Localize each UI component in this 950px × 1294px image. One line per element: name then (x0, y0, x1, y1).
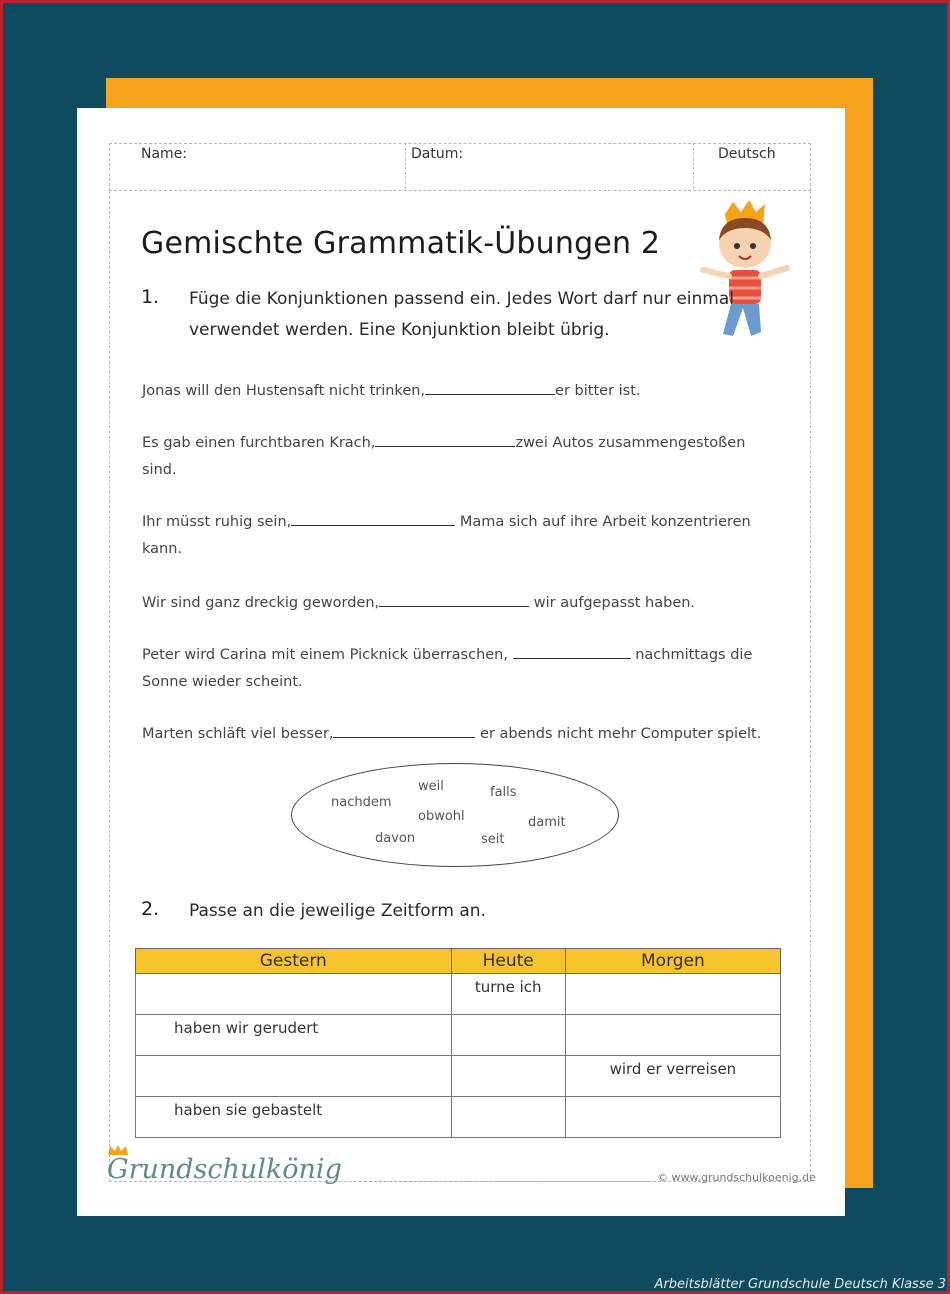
word-davon: davon (375, 831, 416, 846)
answer-blank[interactable] (375, 433, 515, 447)
table-cell[interactable] (451, 1097, 565, 1138)
task-1-instruction-line-1: Füge die Konjunktionen passend ein. Jedes Wort darf nur einmal (189, 289, 735, 309)
table-cell[interactable]: turne ich (451, 974, 565, 1015)
table-cell[interactable]: haben sie gebastelt (136, 1097, 452, 1138)
table-cell[interactable] (136, 974, 452, 1015)
sentence-text: Jonas will den Hustensaft nicht trinken, (142, 383, 426, 399)
word-obwohl: obwohl (418, 809, 465, 824)
sentence-text: Mama sich auf ihre Arbeit konzentrieren kann. (142, 514, 751, 557)
answer-blank[interactable] (425, 381, 555, 395)
subject-label: Deutsch (718, 146, 776, 162)
copyright-url: © www.grundschulkoenig.de (657, 1171, 816, 1184)
image-caption: Arbeitsblätter Grundschule Deutsch Klasse 3 (654, 1277, 946, 1292)
sentence-2 (142, 430, 762, 484)
worksheet-title: Gemischte Grammatik-Übungen 2 (141, 226, 661, 261)
table-cell[interactable] (565, 1015, 780, 1056)
answer-blank[interactable] (379, 593, 529, 607)
sentence-text: nachmittags die Sonne wieder scheint. (142, 647, 753, 690)
table-cell[interactable] (565, 1097, 780, 1138)
worksheet (77, 108, 845, 1216)
table-header-row (136, 949, 781, 974)
footer-divider (359, 1181, 649, 1182)
word-falls: falls (490, 785, 517, 800)
column-header-heute: Heute (451, 949, 565, 974)
table-cell[interactable] (451, 1056, 565, 1097)
sentence-5 (142, 642, 767, 696)
header-divider (693, 143, 694, 189)
column-header-gestern: Gestern (136, 949, 452, 974)
sentence-text: Wir sind ganz dreckig geworden, (142, 595, 380, 611)
answer-blank[interactable] (513, 645, 631, 659)
word-damit: damit (528, 815, 566, 830)
sentence-3 (142, 509, 767, 563)
sentence-text: zwei Autos zusammengestoßen sind. (142, 435, 746, 478)
sentence-text: Marten schläft viel besser, (142, 726, 334, 742)
sentence-text: Es gab einen furchtbaren Krach, (142, 435, 376, 451)
task-2-instruction: Passe an die jeweilige Zeitform an. (189, 901, 486, 921)
answer-blank[interactable] (333, 724, 475, 738)
tense-table (135, 948, 781, 1138)
task-2-number: 2. (141, 898, 160, 920)
sentence-text: wir aufgepasst haben. (529, 595, 696, 611)
brand-logo: Grundschulkönig (107, 1154, 342, 1185)
date-label: Datum: (411, 146, 464, 162)
boy-with-crown-illustration (693, 196, 793, 356)
task-1-instruction-line-2: verwendet werden. Eine Konjunktion bleibt übrig. (189, 320, 610, 340)
task-1-number: 1. (141, 286, 160, 308)
table-cell[interactable] (565, 974, 780, 1015)
sentence-6 (142, 721, 761, 748)
sentence-text: er bitter ist. (555, 383, 641, 399)
table-row (136, 1097, 781, 1138)
sentence-text: Peter wird Carina mit einem Picknick überraschen, (142, 647, 508, 663)
word-seit: seit (481, 832, 505, 847)
table-cell[interactable]: wird er verreisen (565, 1056, 780, 1097)
header-divider (405, 143, 406, 189)
table-row (136, 1015, 781, 1056)
table-row (136, 1056, 781, 1097)
sentence-text: Ihr müsst ruhig sein, (142, 514, 292, 530)
column-header-morgen: Morgen (565, 949, 780, 974)
table-cell[interactable] (136, 1056, 452, 1097)
word-nachdem: nachdem (331, 795, 392, 810)
table-cell[interactable]: haben wir gerudert (136, 1015, 452, 1056)
answer-blank[interactable] (291, 512, 455, 526)
name-label: Name: (141, 146, 188, 162)
sentence-1 (142, 378, 641, 405)
sentence-4 (142, 590, 695, 617)
table-row (136, 974, 781, 1015)
table-cell[interactable] (451, 1015, 565, 1056)
sentence-text: er abends nicht mehr Computer spielt. (475, 726, 762, 742)
word-weil: weil (418, 779, 444, 794)
